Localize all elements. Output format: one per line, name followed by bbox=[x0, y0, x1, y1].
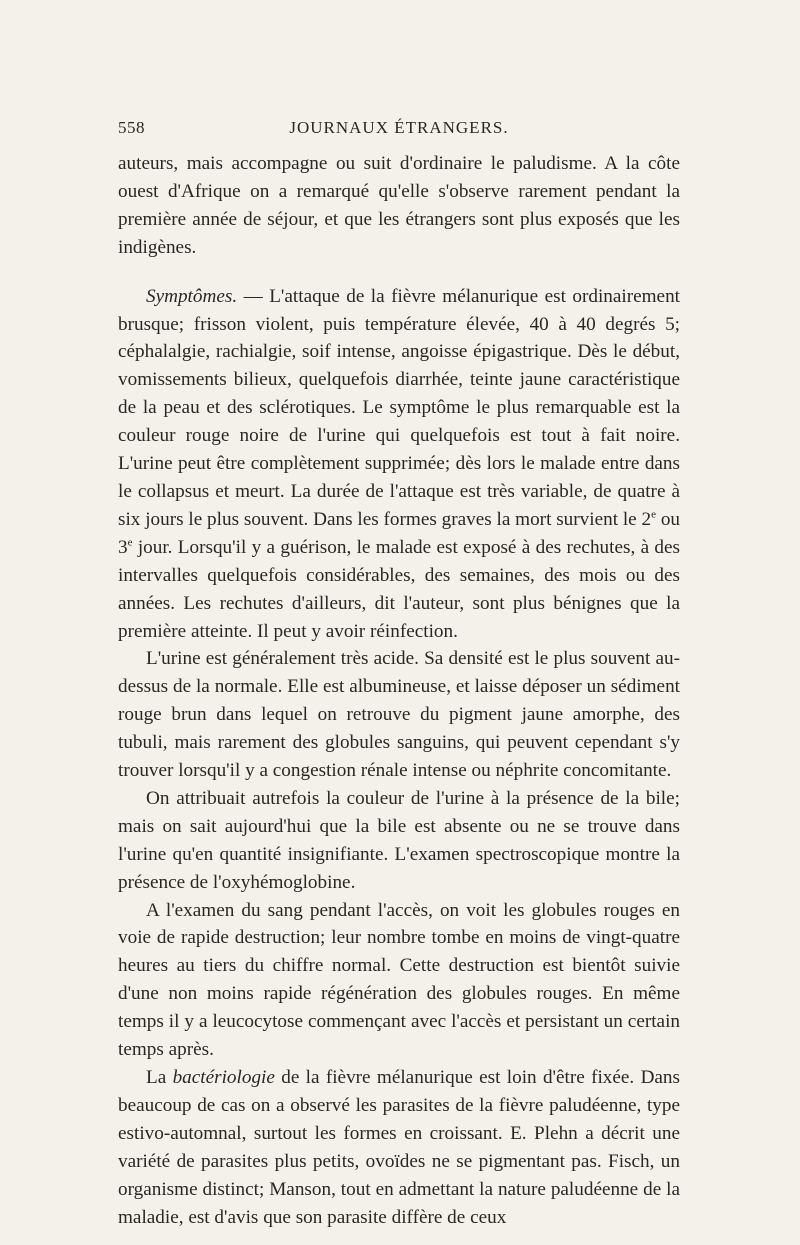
paragraph-text: jour. Lorsqu'il y a guérison, le malade est exposé à des rechutes, à des intervalles quelquefois considérables, des semaines, des mois ou des années. Les rechutes d'ailleurs, dit l'auteur, sont plus bénignes que la première atteinte. Il peut y avoir réinfection. bbox=[118, 536, 680, 642]
paragraph-text: ou bbox=[656, 508, 680, 530]
running-head bbox=[118, 118, 680, 138]
paragraph-bile bbox=[118, 785, 680, 897]
italic-term: bactériologie bbox=[172, 1067, 275, 1088]
paragraph-bacteriologie bbox=[118, 1064, 680, 1231]
ordinal-2: 2 bbox=[641, 508, 652, 530]
ordinal-suffix: e bbox=[651, 508, 656, 521]
page-number: 558 bbox=[118, 118, 145, 137]
running-title: JOURNAUX ÉTRANGERS. bbox=[289, 118, 509, 137]
paragraph-text: auteurs, mais accompagne ou suit d'ordinaire le paludisme. A la côte ouest d'Afrique on a remarqué qu'elle s'observe rarement pendant la première année de séjour, et que les étrangers sont plus exposés que les indigènes. bbox=[118, 153, 680, 258]
body-text bbox=[118, 150, 680, 1231]
paragraph-text: L'urine est généralement très acide. Sa densité est le plus souvent au-dessus de la normale. Elle est albumineuse, et laisse déposer un sédiment rouge brun dans lequel on retrouve du pigment jaune amorphe, des tubuli, mais rarement des globules sanguins, qui peuvent cependant s'y trouver lorsqu'il y a congestion rénale intense ou néphrite concomitante. bbox=[118, 648, 680, 782]
paragraph-text: — L'attaque de la fièvre mélanurique est ordinairement brusque; frisson violent, puis température élevée, 40 à 40 degrés 5; céphalalgie, rachialgie, soif intense, angoisse épigastrique. Dès le début, vomissements bilieux, quelquefois diarrhée, teinte jaune caractéristique de la peau et des sclérotiques. Le symptôme le plus remarquable est la couleur rouge noire de l'urine qui quelquefois est tout à fait noire. L'urine peut être complètement supprimée; dès lors le malade entre dans le collapsus et meurt. La durée de l'attaque est très variable, de quatre à six jours le plus souvent. Dans les formes graves la mort survient le bbox=[118, 285, 680, 530]
paragraph-text: de la fièvre mélanurique est loin d'être fixée. Dans beaucoup de cas on a observé les parasites de la fièvre paludéenne, type estivo-automnal, surtout les formes en croissant. E. Plehn a décrit une variété de parasites plus petits, ovoïdes ne se pigmentant pas. Fisch, un organisme distinct; Manson, tout en admettant la nature paludéenne de la maladie, est d'avis que son parasite diffère de ceux bbox=[118, 1067, 680, 1228]
paragraph-continuation bbox=[118, 150, 680, 262]
paragraph-text: La bbox=[146, 1067, 173, 1088]
paragraph-text: On attribuait autrefois la couleur de l'urine à la présence de la bile; mais on sait aujourd'hui que la bile est absente ou ne se trouve dans l'urine qu'en quantité insignifiante. L'examen spectroscopique montre la présence de l'oxyhémoglobine. bbox=[118, 787, 680, 893]
paragraph-sang bbox=[118, 897, 680, 1064]
ordinal-3: 3 bbox=[118, 536, 128, 558]
paragraph-text: A l'examen du sang pendant l'accès, on voit les globules rouges en voie de rapide destruction; leur nombre tombe en moins de vingt-quatre heures au tiers du chiffre normal. Cette destruction est bientôt suivie d'une non moins rapide régénération des globules rouges. En même temps il y a leucocytose commençant avec l'accès et persistant un certain temps après. bbox=[118, 899, 680, 1061]
ordinal-suffix: e bbox=[127, 536, 133, 549]
book-page bbox=[118, 118, 680, 1231]
section-heading-symptomes: Symptômes. bbox=[146, 285, 238, 307]
paragraph-urine bbox=[118, 645, 680, 785]
paragraph-symptomes bbox=[118, 283, 680, 646]
